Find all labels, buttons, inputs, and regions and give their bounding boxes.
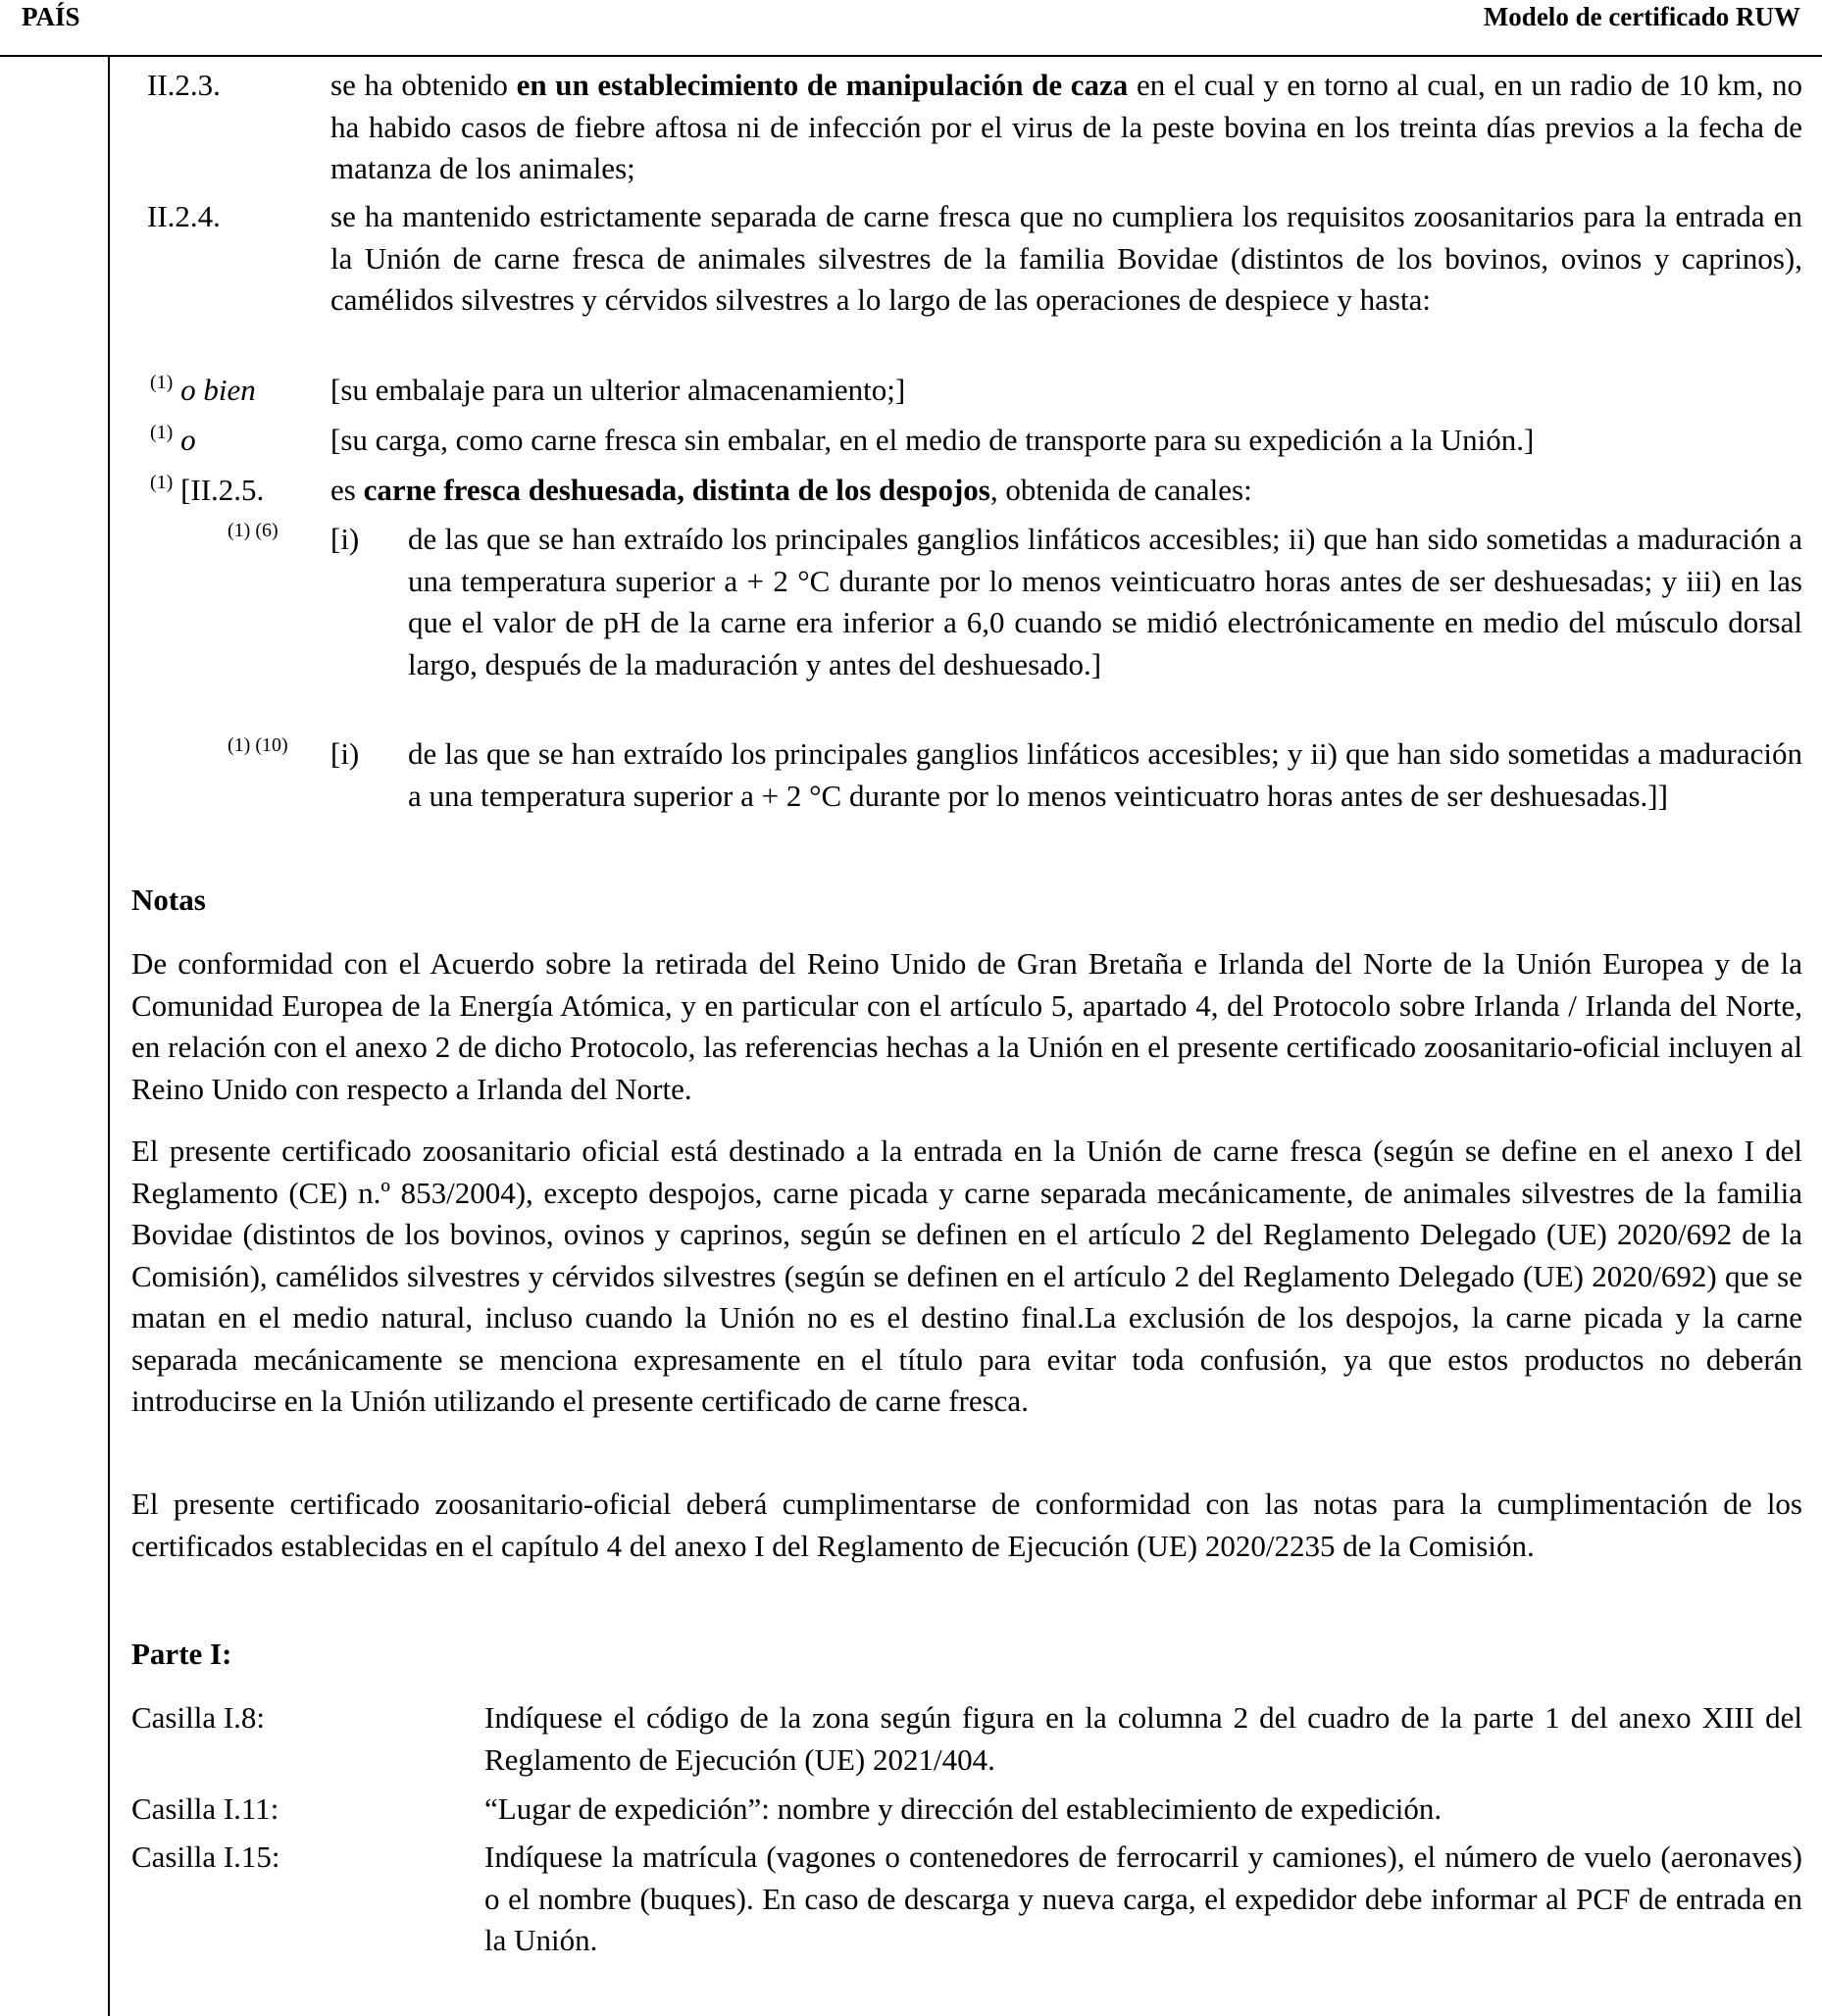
clause-text: es carne fresca deshuesada, distinta de los despojos, obtenida de canales:: [330, 473, 1252, 507]
box-text: Indíquese la matrícula (vagones o contenedores de ferrocarril y camiones), el número de vuelo (aeronaves) o el nombre (buques). En caso de descarga y nueva carga, el expedidor debe informar al PCF de entrada en la Unión.: [484, 1840, 1802, 1957]
box-label: Casilla I.8:: [131, 1700, 266, 1735]
option-text: [su carga, como carne fresca sin embalar, en el medio de transporte para su expedición a la Unión.]: [330, 423, 1535, 457]
box-text: Indíquese el código de la zona según figura en la columna 2 del cuadro de la parte 1 del anexo XIII del Reglamento de Ejecución (UE) 2021/404.: [484, 1700, 1802, 1777]
notes-paragraph: De conformidad con el Acuerdo sobre la retirada del Reino Unido de Gran Bretaña e Irlanda del Norte de la Unión Europea y de la Comunidad Europea de la Energía Atómica, y en particular con el artículo 5, apartado 4, del Protocolo sobre Irlanda / Irlanda del Norte, en relación con el anexo 2 de dicho Protocolo, las referencias hechas a la Unión en el presente certificado zoosanitario-oficial incluyen al Reino Unido con respecto a Irlanda del Norte.: [131, 946, 1802, 1106]
notes-paragraph: El presente certificado zoosanitario-oficial deberá cumplimentarse de conformidad con las notas para la cumplimentación de los certificados establecidas en el capítulo 4 del anexo I del Reglamento de Ejecución (UE) 2020/2235 de la Comisión.: [131, 1487, 1802, 1563]
box-label: Casilla I.15:: [131, 1840, 280, 1874]
notes-paragraph: El presente certificado zoosanitario oficial está destinado a la entrada en la Unión de carne fresca (según se define en el anexo I del Reglamento (CE) n.º 853/2004), excepto despojos, carne picada y carne separada mecánicamente, de animales silvestres de la familia Bovidae (distintos de los bovinos, ovinos y caprinos, según se definen en el artículo 2 del Reglamento Delegado (UE) 2020/692 de la Comisión), camélidos silvestres y cérvidos silvestres (según se definen en el artículo 2 del Reglamento Delegado (UE) 2020/692) que se matan en el medio natural, incluso cuando la Unión no es el destino final.La exclusión de los despojos, la carne picada y la carne separada mecánicamente se menciona expresamente en el título para evitar toda confusión, ya que estos productos no deberán introducirse en la Unión utilizando el presente certificado de carne fresca.: [131, 1134, 1802, 1418]
option-label: $^{(1)}$ o bien: [150, 372, 256, 407]
option-label: $^{(1)}$ o: [150, 422, 196, 457]
header-rule: [0, 55, 1822, 57]
header-country: PAÍS: [22, 2, 80, 31]
subitem-marker: [i): [330, 522, 360, 556]
subitem-marker: [i): [330, 736, 360, 771]
subitem-text: de las que se han extraído los principales ganglios linfáticos accesibles; y ii) que han sido sometidas a maduración a una temperatura superior a + 2 °C durante por lo menos veinticuatro horas antes de ser deshuesadas.]]: [408, 736, 1802, 813]
notes-heading: Notas: [131, 882, 206, 917]
clause-number: II.2.3.: [147, 68, 221, 102]
subitem-text: de las que se han extraído los principales ganglios linfáticos accesibles; ii) que han sido sometidas a maduración a una temperatura superior a + 2 °C durante por lo menos veinticuatro horas antes de ser deshuesadas; y iii) en las que el valor de pH de la carne era inferior a 6,0 cuando se midió electrónicamente en medio del músculo dorsal largo, después de la maduración y antes del deshuesado.]: [408, 522, 1802, 681]
footnote-ref: (1) (10): [228, 734, 288, 756]
box-label: Casilla I.11:: [131, 1791, 279, 1826]
footnote-ref: (1) (6): [228, 520, 278, 541]
part1-heading: Parte I:: [131, 1637, 232, 1671]
clause-number: $^{(1)}$ [II.2.5.: [150, 472, 265, 507]
option-text: [su embalaje para un ulterior almacenamiento;]: [330, 373, 906, 407]
box-text: “Lugar de expedición”: nombre y dirección del establecimiento de expedición.: [484, 1791, 1442, 1826]
clause-text: se ha mantenido estrictamente separada de carne fresca que no cumpliera los requisitos zoosanitarios para la entrada en la Unión de carne fresca de animales silvestres de la familia Bovidae (distintos de los bovinos, ovinos y caprinos), camélidos silvestres y cérvidos silvestres a lo largo de las operaciones de despiece y hasta:: [330, 199, 1802, 317]
header-model-title: Modelo de certificado RUW: [1483, 2, 1800, 31]
clause-text: se ha obtenido en un establecimiento de manipulación de caza en el cual y en torno al cual, en un radio de 10 km, no ha habido casos de fiebre aftosa ni de infección por el virus de la peste bovina en los treinta días previos a la fecha de matanza de los animales;: [330, 68, 1803, 185]
clause-number: II.2.4.: [147, 199, 221, 233]
left-margin-column: [0, 55, 110, 2016]
